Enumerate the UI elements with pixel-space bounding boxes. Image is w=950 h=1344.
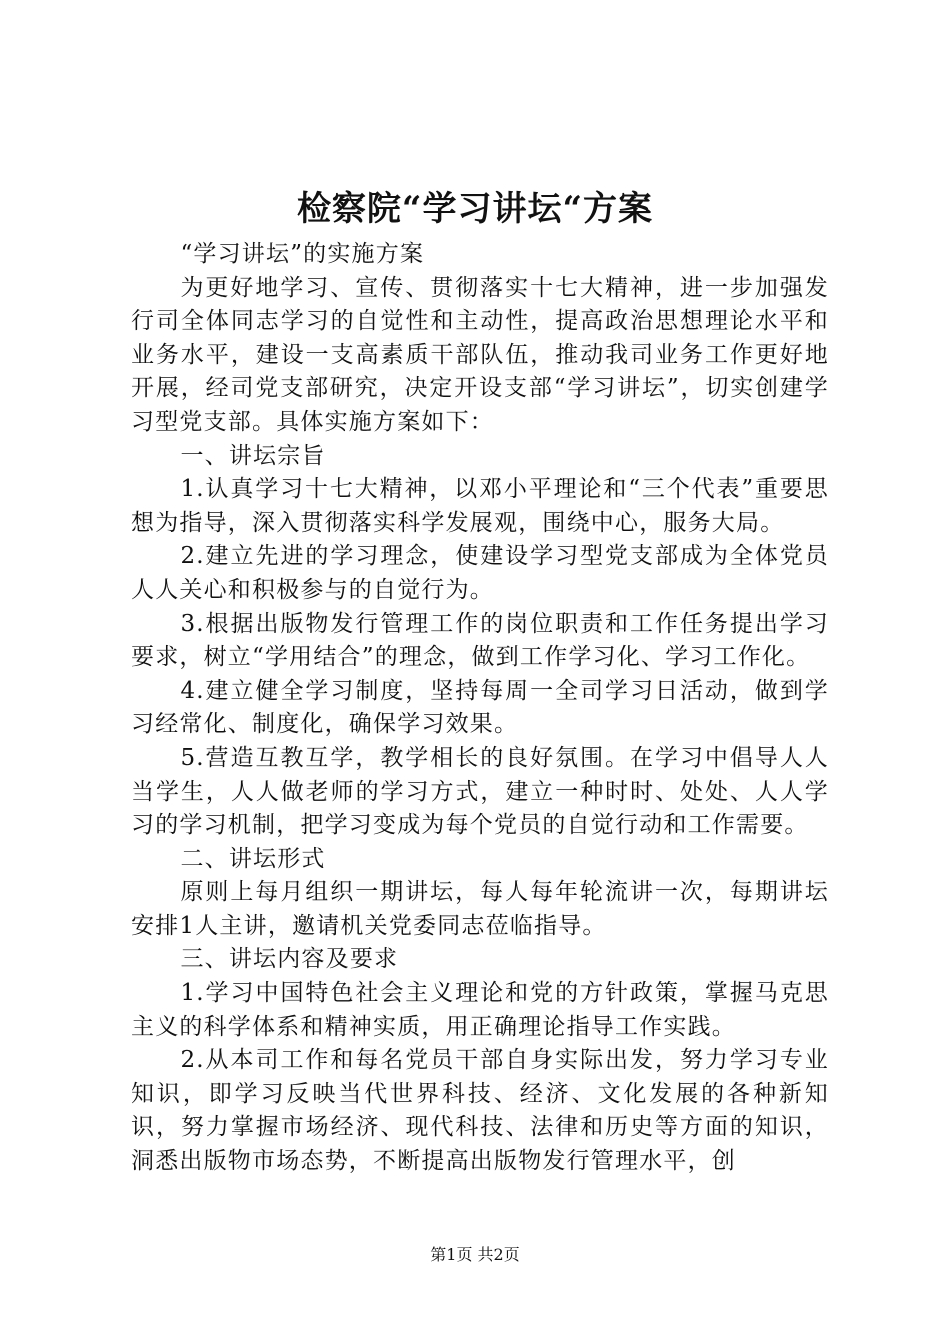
document-title: 检察院“学习讲坛“方案	[296, 189, 654, 229]
section-heading-content: 三、讲坛内容及要求	[180, 946, 399, 973]
paragraph-content-1: 1.学习中国特色社会主义理论和党的方针政策，掌握马克思主义的科学体系和精神实质，用正确理论指导工作实践。	[131, 980, 829, 1040]
document-body	[131, 238, 829, 1179]
paragraph-purpose-1: 1.认真学习十七大精神，以邓小平理论和“三个代表”重要思想为指导，深入贯彻落实科学发展观，围绕中心，服务大局。	[131, 476, 829, 536]
paragraph-purpose-4: 4.建立健全学习制度，坚持每周一全司学习日活动，做到学习经常化、制度化，确保学习效果。	[131, 677, 829, 738]
section-heading-format: 二、讲坛形式	[180, 845, 326, 872]
paragraph-purpose-3: 3.根据出版物发行管理工作的岗位职责和工作任务提出学习要求，树立“学用结合”的理念，做到工作学习化、学习工作化。	[131, 610, 829, 671]
paragraph-purpose-2: 2.建立先进的学习理念，使建设学习型党支部成为全体党员人人关心和积极参与的自觉行为。	[131, 543, 829, 603]
paragraph-subtitle: “学习讲坛”的实施方案	[180, 241, 425, 267]
paragraph-purpose-5: 5.营造互教互学，教学相长的良好氛围。在学习中倡导人人当学生，人人做老师的学习方式，建立一种时时、处处、人人学习的学习机制，把学习变成为每个党员的自觉行动和工作需要。	[131, 744, 829, 839]
paragraph-format: 原则上每月组织一期讲坛，每人每年轮流讲一次，每期讲坛安排1人主讲，邀请机关党委同志莅临指导。	[131, 879, 829, 939]
section-heading-purpose: 一、讲坛宗旨	[180, 442, 326, 469]
paragraph-content-2: 2.从本司工作和每名党员干部自身实际出发，努力学习专业知识，即学习反映当代世界科技、经济、文化发展的各种新知识，努力掌握市场经济、现代科技、法律和历史等方面的知识，洞悉出版物市场态势，不断提高出版物发行管理水平，创	[131, 1047, 829, 1175]
paragraph-intro: 为更好地学习、宣传、贯彻落实十七大精神，进一步加强发行司全体同志学习的自觉性和主动性，提高政治思想理论水平和业务水平，建设一支高素质干部队伍，推动我司业务工作更好地开展，经司党支部研究，决定开设支部“学习讲坛”，切实创建学习型党支部。具体实施方案如下：	[131, 274, 829, 435]
page-number-footer: 第1页 共2页	[430, 1245, 520, 1264]
